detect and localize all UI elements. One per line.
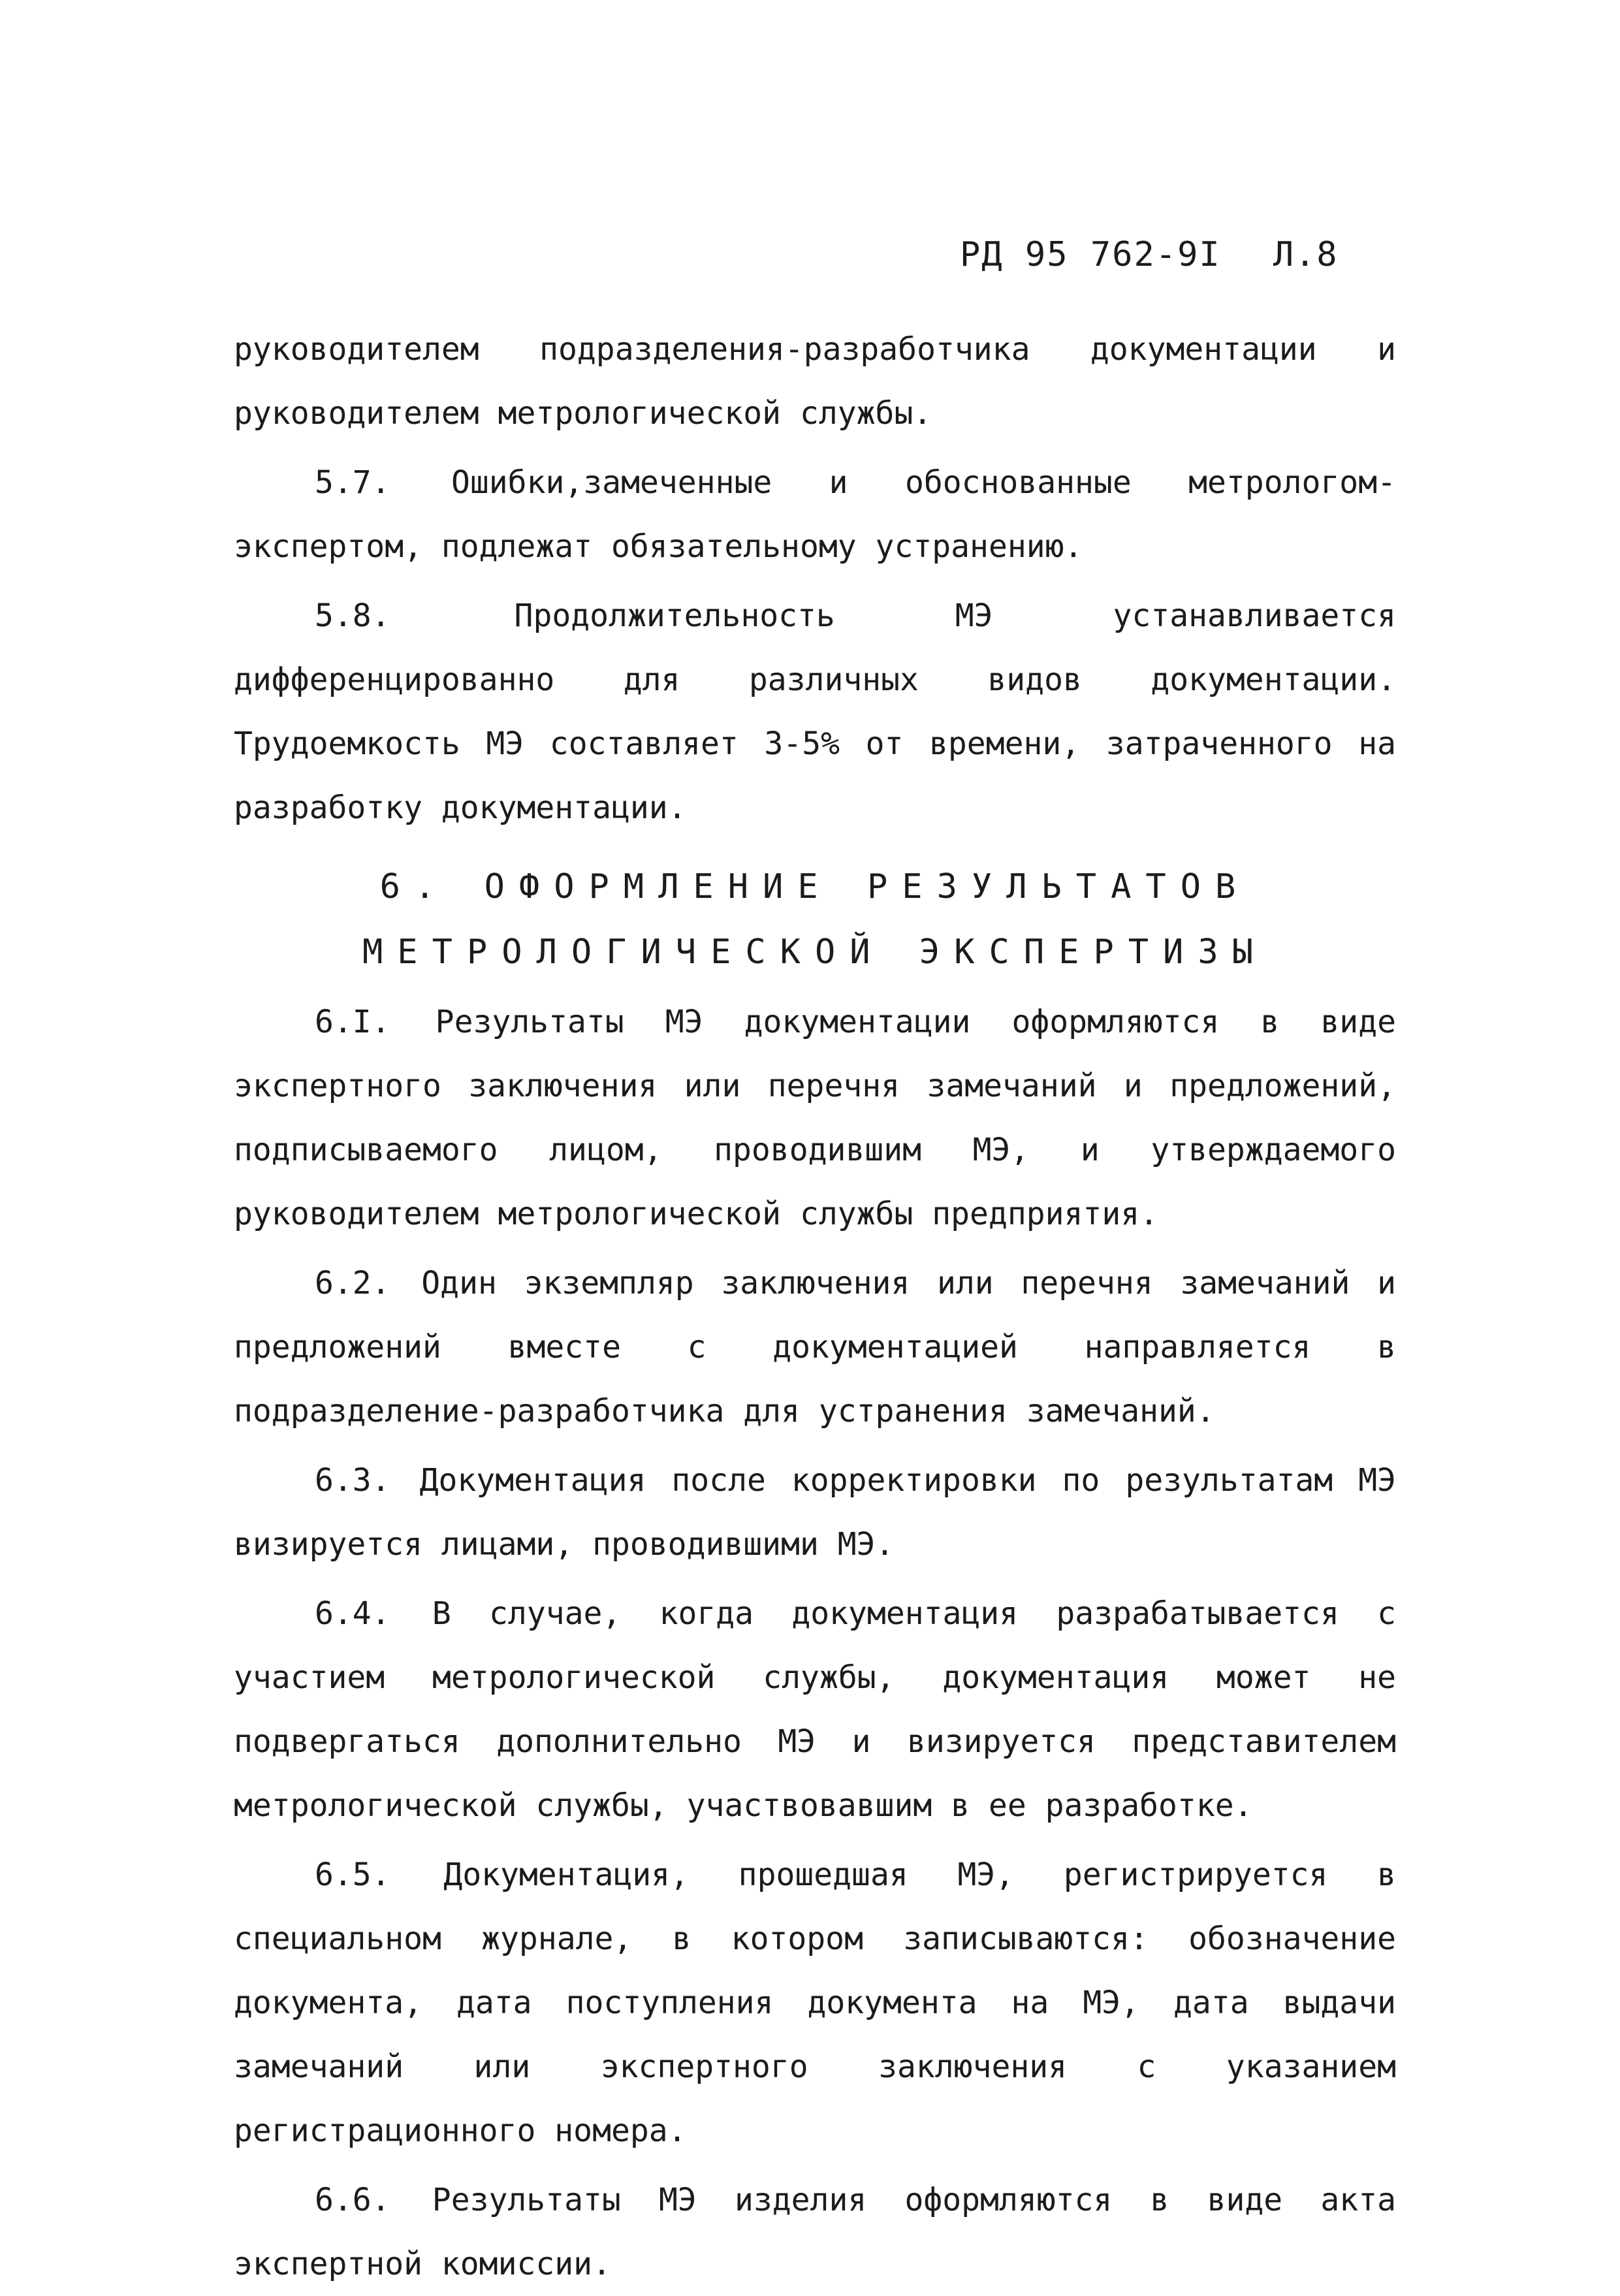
paragraph-text: Документация после корректировки по результатам МЭ визируется лицами, проводившими МЭ. [234,1462,1396,1563]
paragraph-number: 6.3. [315,1462,390,1499]
paragraph-6-3 [234,1448,1396,1576]
paragraph-number: 6.5. [315,1857,390,1893]
paragraph-text: Продолжительность МЭ устанавливается дифференцированно для различных видов документации. Трудоемкость МЭ составляет 3-5% от времени, затраченного на разработку документации. [234,598,1396,826]
section-heading-line-2: МЕТРОЛОГИЧЕСКОЙ ЭКСПЕРТИЗЫ [362,933,1267,972]
paragraph-text: Ошибки,замеченные и обоснованные метрологом-экспертом, подлежат обязательному устранению. [234,464,1396,565]
paragraph-6-2 [234,1251,1396,1443]
paragraph-text: руководителем подразделения-разработчика документации и руководителем метрологической службы. [234,331,1396,432]
paragraph-5-8 [234,584,1396,840]
paragraph-text: Результаты МЭ документации оформляются в виде экспертного заключения или перечня замечаний и предложений, подписываемого лицом, проводившим МЭ, и утверждаемого руководителем метрологической службы предприятия. [234,1004,1396,1232]
document-code: РД 95 762-9I [960,235,1221,274]
paragraph-number: 6.6. [315,2182,390,2218]
sheet-number: Л.8 [1273,235,1339,274]
paragraph-6-5 [234,1843,1396,2163]
paragraph-text: Документация, прошедшая МЭ, регистрируется в специальном журнале, в котором записываются: обозначение документа, дата поступления документа на МЭ, дата выдачи замечаний или экспертного заключения с указанием регистрационного номера. [234,1857,1397,2149]
section-heading [234,854,1396,985]
paragraph-number: 6.I. [315,1004,390,1040]
paragraph-text: Результаты МЭ изделия оформляются в виде акта экспертной комиссии. [234,2182,1396,2282]
page-header [960,235,1339,274]
paragraph-number: 5.7. [315,464,390,501]
paragraph-6-1 [234,990,1396,1246]
paragraph-text: В случае, когда документация разрабатывается с участием метрологической службы, документация может не подвергаться дополнительно МЭ и визируется представителем метрологической службы, участвовавшим в ее разработке. [234,1595,1396,1824]
paragraph-5-7 [234,451,1396,579]
paragraph-number: 6.2. [315,1265,390,1301]
paragraph-6-4 [234,1582,1396,1838]
paragraph-number: 6.4. [315,1595,390,1632]
paragraph-text: Один экземпляр заключения или перечня замечаний и предложений вместе с документацией направляется в подразделение-разработчика для устранения замечаний. [234,1265,1396,1429]
paragraph-continuation [234,317,1396,445]
document-body [234,317,1396,2296]
paragraph-number: 5.8. [315,598,390,634]
paragraph-6-6 [234,2168,1396,2296]
section-heading-line-1: 6. ОФОРМЛЕНИЕ РЕЗУЛЬТАТОВ [379,867,1250,906]
